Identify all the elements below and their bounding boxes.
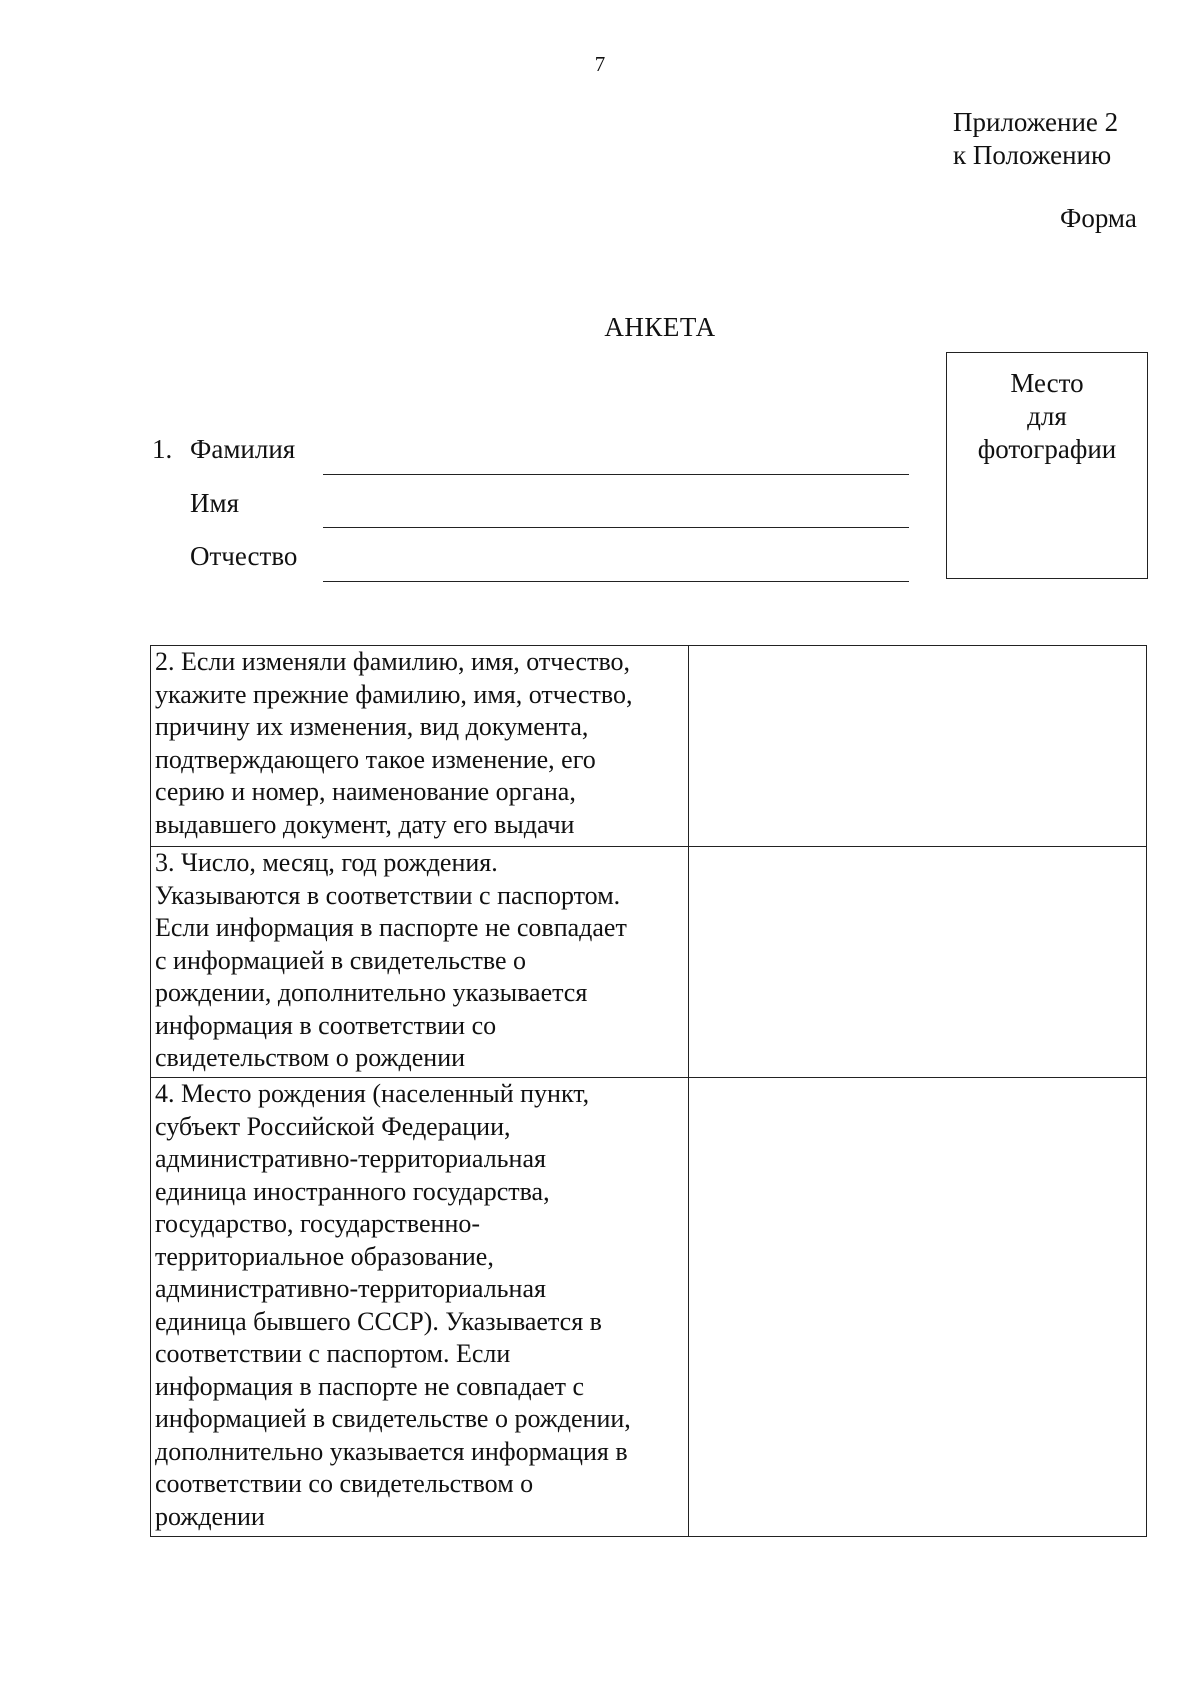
question-line: единица иностранного государства, xyxy=(155,1176,550,1206)
patronymic-field[interactable] xyxy=(323,581,909,582)
question-line: причину их изменения, вид документа, xyxy=(155,712,589,741)
surname-label: Фамилия xyxy=(190,434,296,464)
photo-label-line-3: фотографии xyxy=(977,434,1117,464)
document-title: АНКЕТА xyxy=(604,312,716,342)
question-line: укажите прежние фамилию, имя, отчество, xyxy=(155,679,633,709)
appendix-line-1: Приложение 2 xyxy=(953,107,1119,137)
answer-cell[interactable] xyxy=(689,847,1147,1078)
appendix-line-2: к Положению xyxy=(953,140,1112,170)
answer-cell[interactable] xyxy=(689,1078,1147,1537)
question-line: подтверждающего такое изменение, его xyxy=(155,744,596,774)
question-line: дополнительно указывается информация в xyxy=(155,1436,628,1466)
question-line: единица бывшего СССР). Указывается в xyxy=(155,1306,602,1336)
question-line: информация в паспорте не совпадает с xyxy=(155,1371,585,1401)
questionnaire-table xyxy=(150,645,1147,1537)
question-line: 3. Число, месяц, год рождения. xyxy=(155,848,498,877)
question-line: серию и номер, наименование органа, xyxy=(155,777,576,806)
surname-field[interactable] xyxy=(323,474,909,475)
question-line: территориальное образование, xyxy=(155,1241,494,1271)
photo-label-line-1: Место xyxy=(1010,368,1084,398)
question-line: административно-территориальная xyxy=(155,1274,546,1303)
question-line: информация в соответствии со xyxy=(155,1010,497,1040)
appendix-reference xyxy=(953,106,1118,172)
photo-placeholder xyxy=(946,352,1148,579)
first-name-field[interactable] xyxy=(323,527,909,528)
question-line: соответствии со свидетельством о xyxy=(155,1469,534,1498)
question-row xyxy=(151,1078,1147,1537)
form-label: Форма xyxy=(1060,203,1137,233)
question-line: с информацией в свидетельстве о xyxy=(155,945,526,975)
page-number: 7 xyxy=(594,52,606,76)
question-text xyxy=(151,1078,689,1537)
question-line: субъект Российской Федерации, xyxy=(155,1111,511,1141)
first-name-label: Имя xyxy=(190,488,240,518)
question-line: Если информация в паспорте не совпадает xyxy=(155,913,627,942)
question-line: 2. Если изменяли фамилию, имя, отчество, xyxy=(155,647,631,676)
question-line: выдавшего документ, дату его выдачи xyxy=(155,809,575,839)
item-number: 1. xyxy=(152,434,173,464)
question-line: рождении xyxy=(155,1501,265,1531)
question-text xyxy=(151,646,689,847)
question-text xyxy=(151,847,689,1078)
question-line: соответствии с паспортом. Если xyxy=(155,1339,511,1368)
question-line: 4. Место рождения (населенный пункт, xyxy=(155,1079,590,1108)
answer-cell[interactable] xyxy=(689,646,1147,847)
question-line: свидетельством о рождении xyxy=(155,1043,466,1072)
question-line: информацией в свидетельстве о рождении, xyxy=(155,1404,631,1433)
question-row xyxy=(151,646,1147,847)
question-line: рождении, дополнительно указывается xyxy=(155,978,588,1007)
questionnaire-body xyxy=(151,646,1147,1537)
question-row xyxy=(151,847,1147,1078)
question-line: государство, государственно- xyxy=(155,1209,481,1238)
photo-label-line-2: для xyxy=(1027,401,1067,431)
patronymic-label: Отчество xyxy=(190,541,298,571)
question-line: административно-территориальная xyxy=(155,1144,546,1173)
question-line: Указываются в соответствии с паспортом. xyxy=(155,880,621,910)
